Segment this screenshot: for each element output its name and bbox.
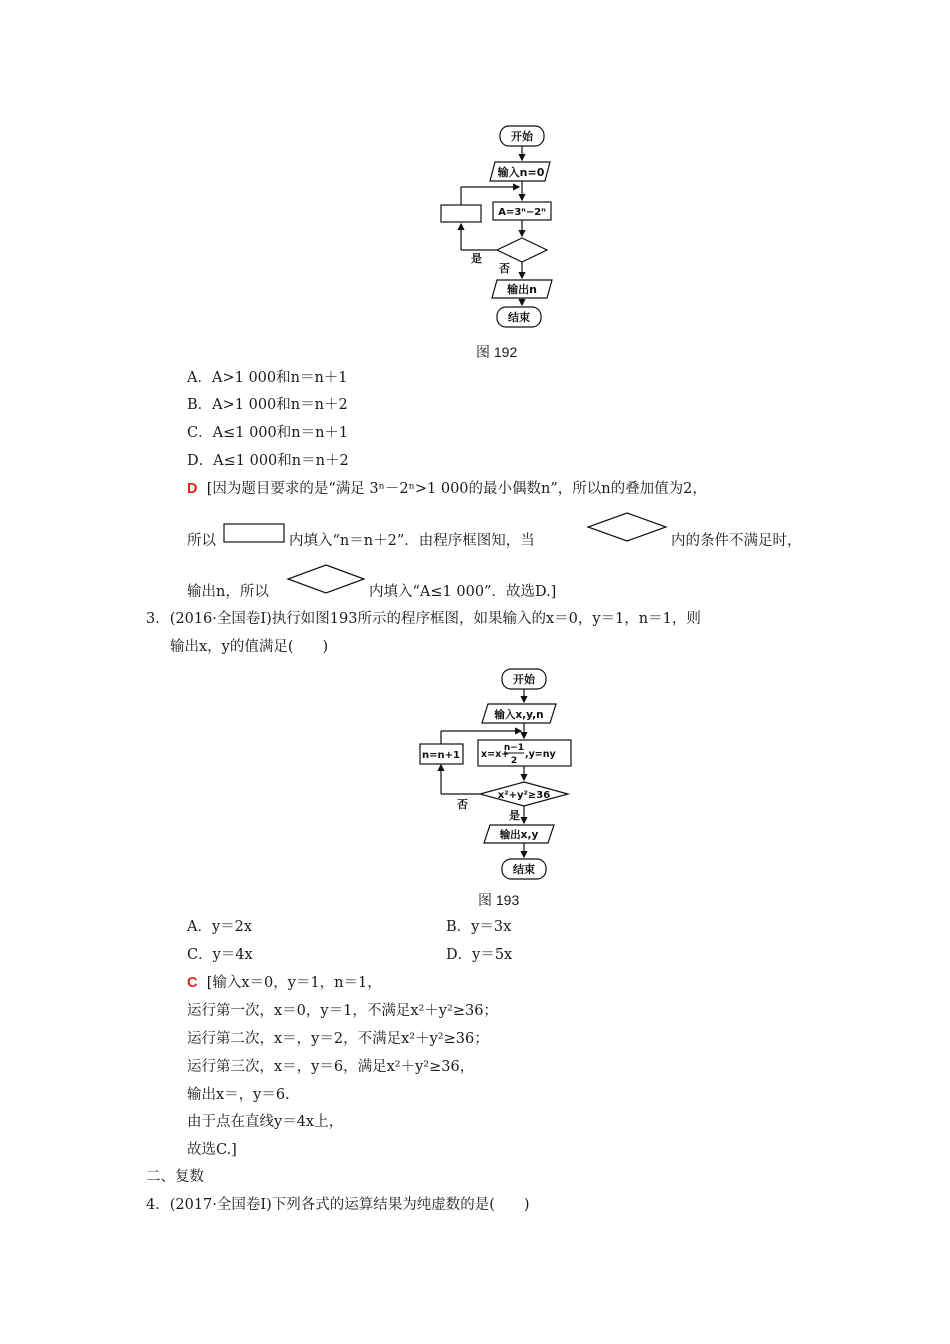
q2-option-c	[187, 423, 348, 443]
fc192-yes-label: 是	[471, 252, 482, 265]
option-letter: A．	[187, 919, 212, 935]
inline-rect-box	[223, 523, 285, 543]
q2-solution-line3-a: 输出n，所以	[187, 584, 269, 600]
q3-stem-line1: 3．(2016·全国卷Ⅰ)执行如图193所示的程序框图，如果输入的x＝0，y＝1，n＝1，则	[146, 611, 701, 627]
fig193-caption: 图 193	[478, 892, 520, 908]
fc192-end-text: 结束	[508, 311, 530, 324]
fc193-input-text: 输入x,y,n	[494, 709, 544, 721]
flowchart-192	[435, 122, 555, 334]
option-text: y＝3x	[471, 919, 512, 935]
fc193-process-text-a: x=x+	[481, 749, 510, 760]
q3-solution-line2: 运行第一次，x＝0，y＝1，不满足x²＋y²≥36；	[187, 1003, 498, 1019]
q3-solution-line4: 运行第三次，x＝，y＝6，满足x²＋y²≥36，	[187, 1059, 475, 1075]
option-letter: B．	[446, 919, 472, 935]
fc193-output-text: 输出x,y	[499, 829, 539, 841]
option-text: y＝4x	[212, 947, 253, 963]
fc193-cond-text: x²+y²≥36	[497, 790, 551, 801]
option-letter: D．	[187, 453, 214, 469]
fc192-input-text: 输入n=0	[497, 166, 545, 179]
option-letter: D．	[446, 947, 473, 963]
q3-stem-line2: 输出x，y的值满足( )	[170, 639, 329, 655]
fc193-end-text: 结束	[513, 863, 535, 876]
q2-solution-line2-b: 内填入“n＝n＋2”．由程序框图知，当	[289, 533, 535, 549]
fig192-caption: 图 192	[476, 344, 518, 360]
q3-solution-line3: 运行第二次，x＝，y＝2，不满足x²＋y²≥36；	[187, 1031, 489, 1047]
option-text: A≤1 000和n＝n＋1	[212, 425, 349, 441]
fc193-no-label: 否	[457, 798, 468, 811]
q2-answer-letter: D	[187, 481, 198, 497]
fc192-process-text: A=3ⁿ−2ⁿ	[498, 207, 546, 218]
q3-solution-line6: 由于点在直线y＝4x上，	[187, 1114, 344, 1130]
fc193-process-num: n−1	[503, 743, 525, 753]
fc193-process-den: 2	[510, 756, 518, 766]
option-letter: B．	[187, 397, 213, 413]
q3-option-a	[187, 917, 252, 937]
q2-option-d	[187, 451, 349, 471]
option-letter: A．	[187, 370, 212, 386]
q3-answer-letter: C	[187, 975, 198, 991]
option-letter: C．	[187, 947, 213, 963]
q2-solution-line1	[187, 479, 707, 499]
option-text: y＝5x	[472, 947, 513, 963]
fc192-no-label: 否	[499, 262, 510, 275]
q3-option-b	[446, 917, 511, 937]
fc192-blank-box	[441, 205, 481, 222]
q3-option-d	[446, 945, 512, 965]
q3-option-c	[187, 945, 253, 965]
option-text: y＝2x	[211, 919, 253, 935]
q2-option-a	[187, 368, 348, 388]
q2-solution-line3-b: 内填入“A≤1 000”．故选D.]	[369, 584, 557, 600]
fc192-start-text: 开始	[511, 130, 533, 143]
fc193-loop-text: n=n+1	[422, 750, 460, 761]
option-text: A>1 000和n＝n＋1	[211, 370, 348, 386]
fc193-start-text: 开始	[513, 673, 535, 686]
inline-diamond-shape	[286, 564, 366, 594]
fc192-output-text: 输出n	[507, 283, 537, 296]
fc193-yes-label: 是	[509, 809, 520, 822]
option-letter: C．	[187, 425, 213, 441]
q3-solution-text: [输入x＝0，y＝1，n＝1，	[206, 975, 382, 991]
option-text: A≤1 000和n＝n＋2	[213, 453, 349, 469]
q2-solution-text: [因为题目要求的是“满足 3ⁿ－2ⁿ>1 000的最小偶数n”，所以n的叠加值为2，	[206, 481, 707, 497]
flowchart-193	[412, 664, 582, 884]
q2-solution-line2-a: 所以	[187, 533, 216, 549]
section-heading: 二、复数	[146, 1169, 204, 1185]
q2-option-b	[187, 395, 348, 415]
q3-solution-line1	[187, 973, 382, 993]
inline-diamond-shape	[586, 512, 668, 542]
q3-solution-line7: 故选C.]	[187, 1142, 237, 1158]
option-text: A>1 000和n＝n＋2	[212, 397, 348, 413]
q4-stem: 4．(2017·全国卷Ⅰ)下列各式的运算结果为纯虚数的是( )	[146, 1197, 530, 1213]
fc192-decision-node	[497, 238, 547, 262]
q3-solution-line5: 输出x＝，y＝6.	[187, 1087, 290, 1103]
q2-solution-line2-c: 内的条件不满足时，	[671, 533, 802, 549]
fc193-process-text-b: ,y=ny	[525, 749, 556, 760]
